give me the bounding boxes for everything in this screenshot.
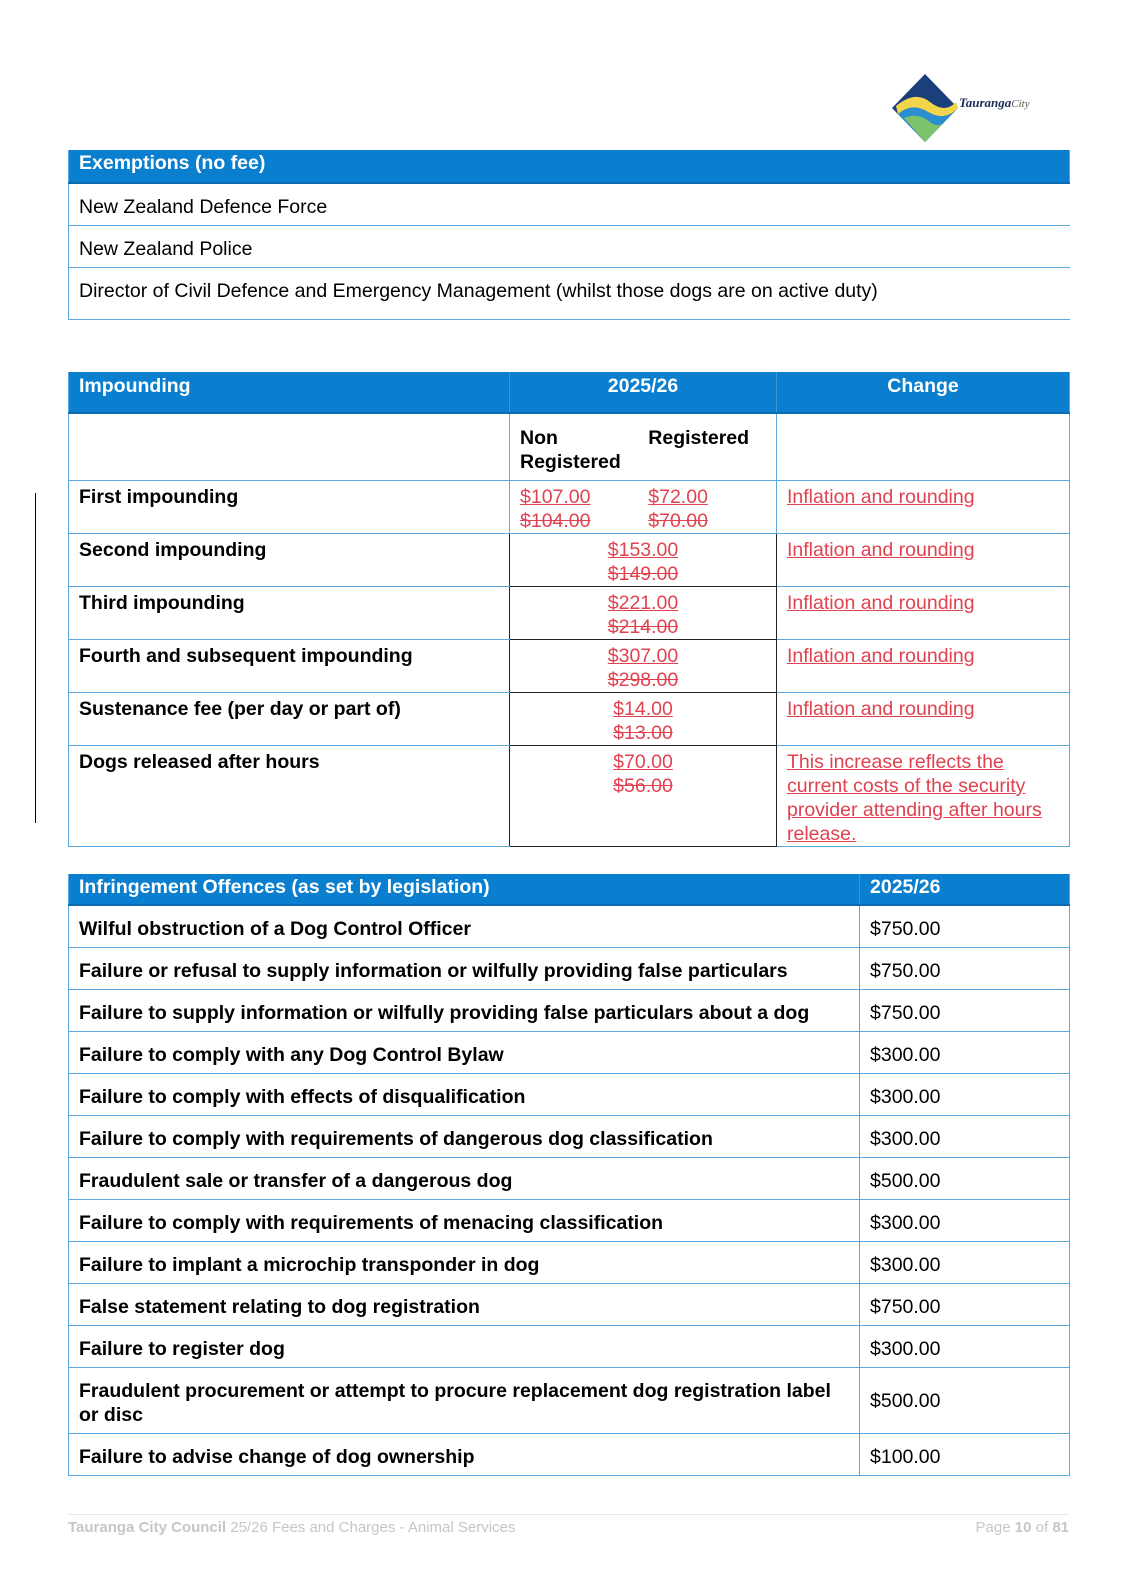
offence-fee: $300.00 <box>860 1074 1070 1116</box>
offence-label: Failure to comply with any Dog Control Bylaw <box>69 1032 860 1074</box>
old-fee: $56.00 <box>613 775 673 797</box>
change-cell <box>777 693 1070 746</box>
new-fee: $153.00 <box>607 539 679 561</box>
tauranga-city-logo <box>890 72 1060 144</box>
impound-label: Fourth and subsequent impounding <box>69 640 510 693</box>
offence-label: Failure to advise change of dog ownership <box>69 1434 860 1476</box>
infringement-row <box>69 1242 1070 1284</box>
exemptions-header: Exemptions (no fee) <box>69 150 1070 183</box>
empty-cell <box>69 413 510 481</box>
impound-fee-cell <box>510 481 777 534</box>
old-fee: $13.00 <box>613 722 673 744</box>
change-note: Inflation and rounding <box>787 539 975 561</box>
offence-fee: $300.00 <box>860 1242 1070 1284</box>
infringement-row <box>69 1032 1070 1074</box>
revision-bar <box>35 493 36 823</box>
new-fee: $221.00 <box>607 592 679 614</box>
offence-label: Failure to comply with requirements of menacing classification <box>69 1200 860 1242</box>
offence-label: Failure to implant a microchip transponder in dog <box>69 1242 860 1284</box>
impound-row <box>69 587 1070 640</box>
impound-label: Second impounding <box>69 534 510 587</box>
infringement-row <box>69 948 1070 990</box>
registered-new-fee: $72.00 <box>648 486 708 508</box>
old-fee: $298.00 <box>607 669 679 691</box>
offence-label: Failure to register dog <box>69 1326 860 1368</box>
impound-label: Sustenance fee (per day or part of) <box>69 693 510 746</box>
infringement-row <box>69 990 1070 1032</box>
year-header: 2025/26 <box>510 372 777 413</box>
infringement-year-header: 2025/26 <box>860 874 1070 905</box>
empty-cell <box>777 413 1070 481</box>
change-cell <box>777 534 1070 587</box>
change-header: Change <box>777 372 1070 413</box>
offence-label: Failure to comply with requirements of dangerous dog classification <box>69 1116 860 1158</box>
offence-fee: $750.00 <box>860 948 1070 990</box>
exemption-row: Director of Civil Defence and Emergency Management (whilst those dogs are on active duty) <box>69 268 1070 320</box>
old-fee: $214.00 <box>607 616 679 638</box>
impound-row <box>69 640 1070 693</box>
registration-subheader <box>510 413 777 481</box>
footer-doc-title: Tauranga City Council 25/26 Fees and Charges - Animal Services <box>68 1519 516 1536</box>
offence-fee: $300.00 <box>860 1200 1070 1242</box>
non-registered-new-fee: $107.00 <box>520 486 591 508</box>
impound-row <box>69 746 1070 847</box>
offence-fee: $750.00 <box>860 1284 1070 1326</box>
offence-fee: $100.00 <box>860 1434 1070 1476</box>
infringement-row <box>69 1200 1070 1242</box>
offence-fee: $500.00 <box>860 1368 1070 1434</box>
new-fee: $14.00 <box>613 698 673 720</box>
offence-fee: $300.00 <box>860 1032 1070 1074</box>
new-fee: $307.00 <box>607 645 679 667</box>
offence-fee: $500.00 <box>860 1158 1070 1200</box>
impound-fee-cell <box>510 640 777 693</box>
offence-label: Wilful obstruction of a Dog Control Officer <box>69 905 860 948</box>
change-note: Inflation and rounding <box>787 698 975 720</box>
infringement-row <box>69 1284 1070 1326</box>
impound-row <box>69 534 1070 587</box>
change-note: Inflation and rounding <box>787 486 975 508</box>
non-registered-subheader: Non Registered <box>520 427 621 473</box>
offence-fee: $300.00 <box>860 1326 1070 1368</box>
new-fee: $70.00 <box>613 751 673 773</box>
offence-fee: $750.00 <box>860 905 1070 948</box>
infringement-row <box>69 1158 1070 1200</box>
change-note: Inflation and rounding <box>787 645 975 667</box>
infringement-row <box>69 1074 1070 1116</box>
offence-fee: $750.00 <box>860 990 1070 1032</box>
infringement-header: Infringement Offences (as set by legislation) <box>69 874 860 905</box>
change-cell <box>777 746 1070 847</box>
impound-fee-cell <box>510 534 777 587</box>
infringement-row <box>69 1434 1070 1476</box>
impounding-table <box>68 372 1070 847</box>
page-footer <box>68 1514 1069 1536</box>
offence-label: False statement relating to dog registration <box>69 1284 860 1326</box>
impound-label: First impounding <box>69 481 510 534</box>
change-note: This increase reflects the current costs of the security provider attending after hours release. <box>787 751 1042 845</box>
registered-old-fee: $70.00 <box>648 510 708 532</box>
change-cell <box>777 481 1070 534</box>
change-cell <box>777 587 1070 640</box>
offence-label: Fraudulent procurement or attempt to procure replacement dog registration label or disc <box>69 1368 860 1434</box>
impound-fee-cell <box>510 746 777 847</box>
change-cell <box>777 640 1070 693</box>
old-fee: $149.00 <box>607 563 679 585</box>
infringement-row <box>69 1326 1070 1368</box>
footer-page-number: Page 10 of 81 <box>975 1519 1069 1536</box>
offence-label: Failure or refusal to supply information or wilfully providing false particulars <box>69 948 860 990</box>
impounding-header: Impounding <box>69 372 510 413</box>
offence-label: Failure to comply with effects of disqualification <box>69 1074 860 1116</box>
infringement-row <box>69 905 1070 948</box>
offence-label: Fraudulent sale or transfer of a dangerous dog <box>69 1158 860 1200</box>
registered-subheader: Registered <box>648 427 750 449</box>
impound-row <box>69 481 1070 534</box>
logo-wordmark: TaurangaCity <box>959 95 1030 110</box>
exemption-row: New Zealand Police <box>69 226 1070 268</box>
change-note: Inflation and rounding <box>787 592 975 614</box>
logo-diamond-icon <box>890 72 960 144</box>
impound-label: Dogs released after hours <box>69 746 510 847</box>
offence-label: Failure to supply information or wilfully providing false particulars about a dog <box>69 990 860 1032</box>
offence-fee: $300.00 <box>860 1116 1070 1158</box>
impound-fee-cell <box>510 693 777 746</box>
exemptions-table <box>68 150 1070 320</box>
exemption-row: New Zealand Defence Force <box>69 183 1070 226</box>
impound-fee-cell <box>510 587 777 640</box>
infringement-row <box>69 1116 1070 1158</box>
impound-label: Third impounding <box>69 587 510 640</box>
impound-row <box>69 693 1070 746</box>
infringement-row <box>69 1368 1070 1434</box>
infringement-table <box>68 874 1070 1476</box>
non-registered-old-fee: $104.00 <box>520 510 591 532</box>
